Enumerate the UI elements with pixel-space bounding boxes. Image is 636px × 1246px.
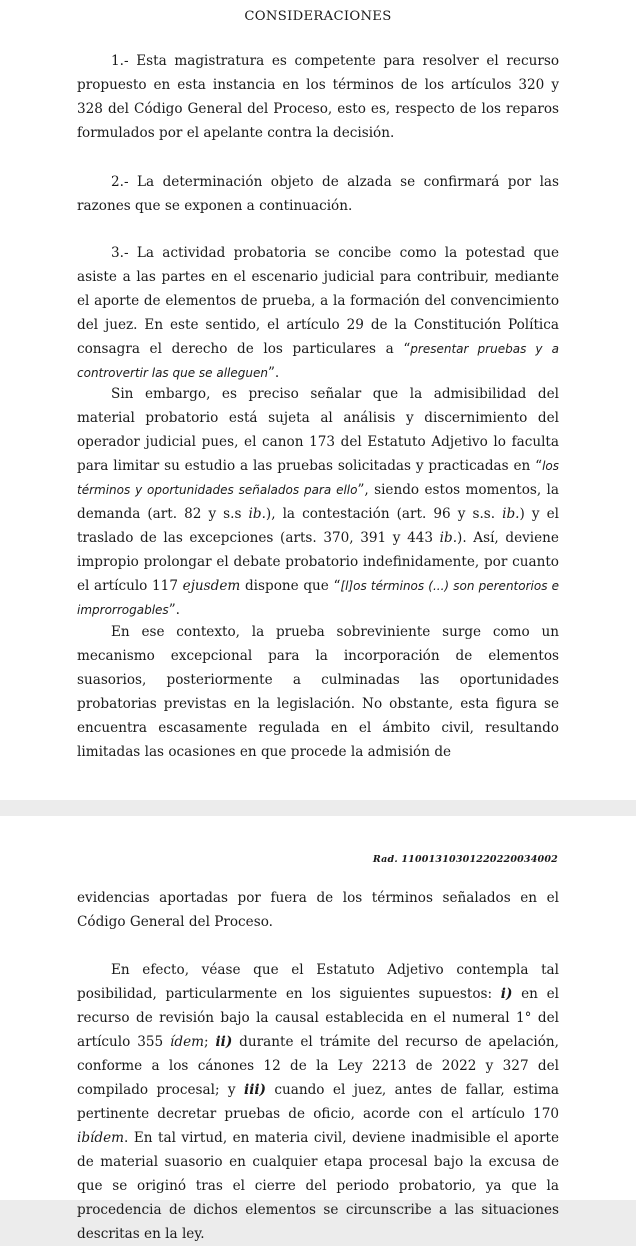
paragraph-4-ib-3: ib.: [439, 530, 458, 546]
case-number-header: Rad. 11001310301220220034002: [372, 854, 558, 865]
enumeration-ii: ii): [215, 1034, 233, 1050]
paragraph-1-text: 1.- Esta magistratura es competente para resolver el recurso propuesto en esta instancia en los términos de los artículos 320 y 328 del Código General del Proceso, esto es, respecto de los reparos formulados por el apelante contra la decisión.: [77, 53, 559, 141]
paragraph-4-text-b: ”, siendo estos momentos, la demanda (art. 82 y s.s: [77, 482, 559, 522]
paragraph-6-text-e: cuando el juez, antes de fallar, estima pertinente decretar pruebas de oficio, acorde con el artículo 170: [77, 1082, 559, 1122]
enumeration-i: i): [500, 986, 513, 1002]
paragraph-4-quote-1: los términos y oportunidades señalados para ello: [77, 459, 559, 497]
paragraph-4-ib-2: ib.: [502, 506, 520, 522]
paragraph-4-ejusdem: ejusdem: [182, 578, 241, 594]
paragraph-5-text: En ese contexto, la prueba sobreviniente surge como un mecanismo excepcional para la incorporación de elementos suasorios, posteriormente a culminadas las oportunidades probatorias previstas en la legislación. No obstante, esta figura se encuentra escasamente regulada en el ámbito civil, resultando limitadas las ocasiones en que procede la admisión de: [77, 624, 559, 760]
paragraph-4-text-c: ), la contestación (art. 96 y s.s.: [265, 506, 503, 522]
paragraph-6: [77, 958, 559, 1246]
paragraph-3-text: 3.- La actividad probatoria se concibe como la potestad que asiste a las partes en el escenario judicial para contribuir, mediante el aporte de elementos de prueba, a la formación del convencimiento del juez. En este sentido, el artículo 29 de la Constitución Política consagra el derecho de los particulares a “: [77, 245, 559, 357]
paragraph-3-quote: presentar pruebas y a controvertir las que se alleguen: [77, 342, 560, 380]
paragraph-6-text-f: . En tal virtud, en materia civil, deviene inadmisible el aporte de material suasorio en cualquier etapa procesal bajo la excusa de que se originó tras el cierre del periodo probatorio, ya que la procedencia de dichos elementos se circunscribe a las situaciones descritas en la ley.: [77, 1130, 559, 1242]
paragraph-4-text-g: ”.: [168, 602, 180, 618]
paragraph-4: [77, 382, 559, 622]
paragraph-6-text-c: ;: [204, 1034, 216, 1050]
paragraph-4-text-d: ) y el traslado de las excepciones (arts. 370, 391 y 443: [77, 506, 559, 546]
paragraph-3-end: ”.: [267, 365, 280, 381]
paragraph-2: [77, 170, 559, 218]
paragraph-6-text-b: en el recurso de revisión bajo la causal establecida en el numeral 1° del artículo 355: [77, 986, 559, 1050]
enumeration-iii: iii): [244, 1082, 266, 1098]
paragraph-1: [77, 49, 559, 145]
paragraph-6-idem: ídem: [170, 1034, 205, 1050]
paragraph-6-text-d: durante el trámite del recurso de apelación, conforme a los cánones 12 de la Ley 2213 de 2022 y 327 del compilado procesal; y: [77, 1034, 559, 1098]
paragraph-6-text-a: En efecto, véase que el Estatuto Adjetivo contempla tal posibilidad, particularmente en los siguientes supuestos:: [77, 962, 559, 1002]
paragraph-4-quote-2: [l]os términos (...) son perentorios e improrrogables: [77, 579, 559, 617]
paragraph-4-text-a: Sin embargo, es preciso señalar que la admisibilidad del material probatorio está sujeta al análisis y discernimiento del operador judicial pues, el canon 173 del Estatuto Adjetivo lo faculta para limitar su estudio a las pruebas solicitadas y practicadas en “: [77, 386, 559, 474]
continuation-paragraph-text: evidencias aportadas por fuera de los términos señalados en el Código General del Proceso.: [77, 890, 559, 930]
paragraph-6-ibidem: ibídem: [77, 1130, 125, 1146]
paragraph-2-text: 2.- La determinación objeto de alzada se confirmará por las razones que se exponen a continuación.: [77, 174, 559, 214]
paragraph-4-text-e: ). Así, deviene impropio prolongar el debate probatorio indefinidamente, por cuanto el artículo 117: [77, 530, 559, 594]
paragraph-5: [77, 620, 559, 764]
paragraph-4-text-f: dispone que “: [240, 578, 341, 594]
continuation-paragraph: [77, 886, 559, 934]
paragraph-3: [77, 241, 559, 385]
paragraph-4-ib-1: ib.: [248, 506, 266, 522]
section-title: CONSIDERACIONES: [244, 9, 392, 24]
